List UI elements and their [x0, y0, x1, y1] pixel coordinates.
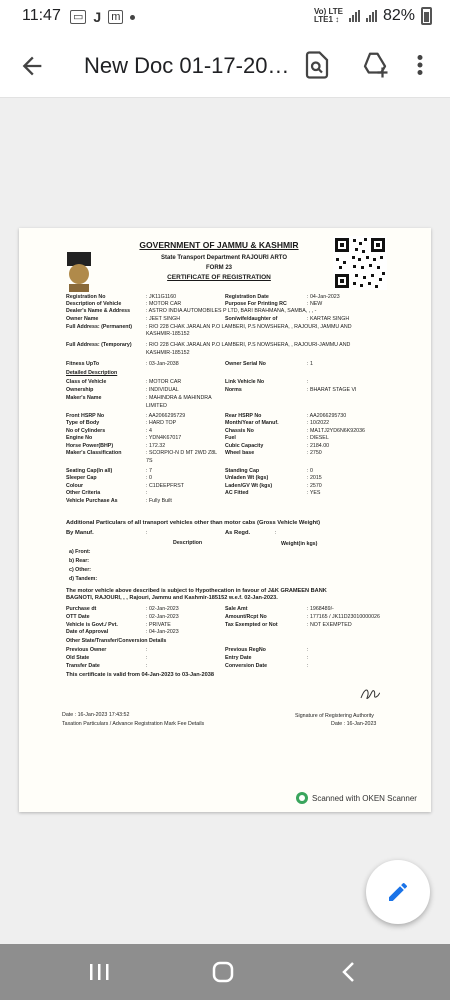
registration-certificate: [19, 228, 431, 812]
signature-date: Date : 16-Jan-2023: [331, 721, 377, 727]
field-label-30: Old State: [66, 655, 90, 661]
field-label-9: Link Vehicle No: [225, 379, 265, 385]
chevron-left-icon: [334, 958, 364, 986]
field-label-1: Description of Vehicle: [66, 301, 122, 307]
by-manuf-label: By Manuf.: [66, 530, 94, 536]
field-value-22: : 2570: [307, 483, 322, 489]
field-value-30: :: [307, 655, 309, 661]
field-label-4: Full Address: (Permanent): [66, 324, 133, 330]
home-button[interactable]: [208, 958, 238, 986]
message-icon: ▭: [70, 10, 86, 24]
field-value-9: : MOTOR CAR: [146, 379, 182, 385]
field-value-6: : R/O 228 CHAK JARALAN P.O LAMBERI, P.S NOWSHERA, , RAJOURI-JAMMU AND: [146, 342, 351, 348]
signal-icon: [349, 10, 360, 22]
field-label-3: Son/wife/daughter of: [225, 316, 278, 322]
field-label-2: Dealer's Name & Address: [66, 308, 131, 314]
recent-apps-icon: [84, 958, 114, 986]
field-value-17: : 2184.00: [307, 443, 330, 449]
field-value-9: :: [307, 379, 309, 385]
field-value-16: : YDN4K67017: [146, 435, 182, 441]
home-icon: [208, 958, 238, 986]
field-value-27: : NOT EXEMPTED: [307, 622, 352, 628]
field-value-15: : 4: [146, 428, 152, 434]
document-page[interactable]: [19, 228, 431, 812]
add-to-drive-button[interactable]: [360, 50, 390, 80]
recent-apps-button[interactable]: [84, 958, 114, 986]
field-label-17: Cubic Capacity: [225, 443, 264, 449]
certificate-govt-title: GOVERNMENT OF JAMMU & KASHMIR: [139, 240, 299, 250]
field-value-29: :: [307, 647, 309, 653]
certificate-heading: CERTIFICATE OF REGISTRATION: [167, 274, 271, 281]
by-manuf-value: :: [146, 530, 148, 536]
field-value-8: : 1: [307, 361, 313, 367]
field-value-18: : SCORPIO-N D MT 2WD Z8L: [146, 450, 218, 456]
nav-back-button[interactable]: [334, 958, 364, 986]
field-value-26: : 02-Jan-2023: [146, 614, 179, 620]
field-label-6: Full Address: (Temporary): [66, 342, 132, 348]
field-value-10: : BHARAT STAGE VI: [307, 387, 357, 393]
field-value-11: : MAHINDRA & MAHINDRA: [146, 395, 212, 401]
scanner-text: Scanned with OKEN Scanner: [312, 793, 417, 803]
field-label-24: Vehicle Purchase As: [66, 498, 118, 504]
field-label-15: Chassis No: [225, 428, 254, 434]
certificate-form: FORM 23: [205, 265, 232, 271]
field-value-25: : 1968489/-: [307, 606, 334, 612]
battery-percent: 82%: [382, 7, 415, 24]
field-label-31: Transfer Date: [66, 663, 100, 669]
field-label-9: Class of Vehicle: [66, 379, 107, 385]
field-label-26: OTT Date: [66, 614, 90, 620]
field-label-0: Registration No: [66, 294, 106, 300]
other-state-heading: Other State/Transfer/Conversion Details: [66, 638, 167, 644]
field-label-10: Norms: [225, 387, 242, 393]
field-label-13: Rear HSRP No: [225, 413, 262, 419]
oken-logo-icon: [296, 792, 308, 804]
document-title: New Doc 01-17-20…: [84, 53, 290, 78]
hypothecation-line-1: [66, 588, 327, 602]
signature-label: Signature of Registering Authority: [295, 713, 374, 719]
edit-fab-button[interactable]: [366, 860, 430, 924]
app-bar: [0, 34, 450, 98]
field-value-7: KASHMIR-185152: [146, 350, 190, 356]
axle-rear: b) Rear:: [69, 558, 90, 564]
field-value-20: : 0: [307, 468, 313, 474]
certificate-department: State Transport Department RAJOURI ARTO: [160, 255, 288, 261]
more-notifications-icon: [130, 15, 135, 20]
field-label-17: Horse Power(BHP): [66, 443, 114, 449]
system-icons: [314, 7, 432, 25]
state-emblem-icon: [59, 250, 99, 296]
status-time: 11:47: [22, 7, 61, 24]
field-value-12: LIMITED: [146, 403, 167, 409]
field-value-8: : 03-Jan-2038: [146, 361, 179, 367]
field-value-20: : 7: [146, 468, 152, 474]
field-label-0: Registration Date: [225, 294, 269, 300]
field-value-14: : HARD TOP: [146, 420, 177, 426]
field-label-25: Sale Amt: [225, 606, 248, 612]
field-value-3: : JEET SINGH: [146, 316, 181, 322]
field-value-29: :: [146, 647, 148, 653]
signature-icon: [359, 686, 381, 702]
system-navigation-bar: [0, 944, 450, 1000]
field-value-27: : PRIVATE: [146, 622, 171, 628]
field-value-13: : AA2066295729: [146, 413, 186, 419]
field-label-27: Tax Exempted or Not: [225, 622, 278, 628]
field-label-20: Standing Cap: [225, 468, 260, 474]
field-value-10: : INDIVIDUAL: [146, 387, 179, 393]
field-value-0: : 04-Jan-2023: [307, 294, 340, 300]
field-value-1: : NEW: [307, 301, 323, 307]
app-j-icon: J: [93, 9, 102, 25]
field-value-3: : KARTAR SINGH: [307, 316, 350, 322]
field-value-13: : AA2066295730: [307, 413, 347, 419]
field-value-25: : 02-Jan-2023: [146, 606, 179, 612]
field-value-31: :: [307, 663, 309, 669]
pencil-icon: [386, 880, 410, 904]
field-label-28: Date of Approval: [66, 629, 109, 635]
as-regd-label: As Regd.: [225, 530, 251, 536]
field-label-13: Front HSRP No: [66, 413, 105, 419]
as-regd-value: :: [275, 530, 277, 536]
weight-column-header: Weight(in kgs): [281, 541, 318, 547]
field-value-4: : R/O 228 CHAK JARALAN P.O LAMBERI, P.S NOWSHERA, , RAJOURI, JAMMU AND: [146, 324, 352, 330]
field-label-30: Entry Date: [225, 655, 252, 661]
field-label-26: Amount/Rcpt No: [225, 614, 267, 620]
status-bar: [0, 0, 450, 34]
axle-tandem: d) Tandem:: [69, 576, 98, 582]
qr-code-icon: [333, 236, 387, 290]
field-value-21: : 2015: [307, 475, 322, 481]
scanner-watermark: [296, 792, 417, 804]
field-label-3: Owner Name: [66, 316, 99, 322]
hypothecation-text-2: BAGNOTI, RAJOURI, , , Rajouri, Jammu and Kashmir-185152 w.e.f. 02-Jan-2023.: [66, 595, 278, 601]
taxation-particulars: Taxation Particulars / Advance Registration Mark Fee Details: [62, 721, 205, 727]
field-label-20: Seating Cap(In all): [66, 468, 113, 474]
field-label-23: Other Criteria: [66, 490, 101, 496]
app-m-icon: m: [108, 10, 123, 24]
field-value-2: : ASTRO INDIA AUTOMOBILES P LTD, BARI BRAHMANA, SAMBA, , , -: [146, 308, 317, 314]
axle-other: c) Other:: [69, 567, 92, 573]
field-value-28: : 04-Jan-2023: [146, 629, 179, 635]
find-in-page-icon: [302, 50, 332, 80]
field-label-21: Unladen Wt (kgs): [225, 475, 269, 481]
field-value-5: KASHMIR-185152: [146, 331, 190, 337]
notification-icons: [70, 9, 135, 25]
more-options-button[interactable]: [410, 50, 430, 80]
find-in-document-button[interactable]: [302, 50, 332, 80]
print-date: Date : 16-Jan-2023 17:43:52: [62, 712, 130, 718]
field-label-22: Colour: [66, 483, 84, 489]
field-label-23: AC Fitted: [225, 490, 249, 496]
field-value-26: : 177165 / JK11D23010000026: [307, 614, 380, 620]
field-value-0: : JK11G1160: [146, 294, 177, 300]
lte-indicator: Vo) LTE LTE1 ↕: [313, 7, 343, 24]
field-label-14: Month/Year of Manuf.: [225, 420, 279, 426]
field-label-18: Wheel base: [225, 450, 255, 456]
field-label-8: Owner Serial No: [225, 361, 266, 367]
field-value-15: : MA1TJ2YD6N6K92036: [307, 428, 366, 434]
field-value-17: : 172.32: [146, 443, 166, 449]
field-value-22: : C1DEEPFRST: [146, 483, 184, 489]
signal-icon-2: [366, 10, 377, 22]
field-label-1: Purpose For Printing RC: [225, 301, 287, 307]
field-label-29: Previous RegNo: [225, 647, 266, 653]
field-value-24: : Fully Built: [146, 498, 172, 504]
field-label-29: Previous Owner: [66, 647, 107, 653]
field-value-21: : 0: [146, 475, 152, 481]
field-value-23: :: [146, 490, 148, 496]
field-label-8: Fitness UpTo: [66, 361, 100, 367]
field-label-31: Conversion Date: [225, 663, 268, 669]
field-value-31: :: [146, 663, 148, 669]
field-label-10: Ownership: [66, 387, 94, 393]
field-label-18: Maker's Classification: [66, 450, 122, 456]
drive-add-icon: [360, 50, 390, 80]
field-label-15: No of Cylinders: [66, 428, 106, 434]
arrow-back-icon: [18, 52, 46, 80]
field-label-16: Fuel: [225, 435, 236, 441]
axle-front: a) Front:: [69, 549, 91, 555]
field-value-19: 7S: [146, 458, 153, 464]
additional-particulars-heading: Additional Particulars of all transport vehicles other than motor cabs (Gross Vehicle Weight): [66, 520, 321, 526]
battery-icon: [421, 7, 432, 25]
back-button[interactable]: [18, 52, 46, 80]
field-value-18: : 2750: [307, 450, 322, 456]
field-value-1: : MOTOR CAR: [146, 301, 182, 307]
field-label-22: Laden/GV Wt (kgs): [225, 483, 273, 489]
field-label-21: Sleeper Cap: [66, 475, 97, 481]
field-value-16: : DIESEL: [307, 435, 329, 441]
description-column-header: Description: [173, 540, 203, 546]
detailed-description-heading: Detailed Description: [66, 370, 118, 376]
field-value-30: :: [146, 655, 148, 661]
field-label-25: Purchase dt: [66, 606, 97, 612]
validity-statement: This certificate is valid from 04-Jan-2023 to 03-Jan-2038: [66, 672, 214, 678]
field-label-14: Type of Body: [66, 420, 100, 426]
more-vert-icon: [410, 50, 430, 80]
field-value-14: : 10/2022: [307, 420, 330, 426]
field-label-16: Engine No: [66, 435, 93, 441]
field-label-11: Maker's Name: [66, 395, 102, 401]
hypothecation-text-1: The motor vehicle above described is subject to Hypothecation in favour of J&K GRAMEEN BANK: [66, 588, 327, 594]
field-value-23: : YES: [307, 490, 321, 496]
field-label-27: Vehicle is Govt./ Pvt.: [66, 622, 118, 628]
